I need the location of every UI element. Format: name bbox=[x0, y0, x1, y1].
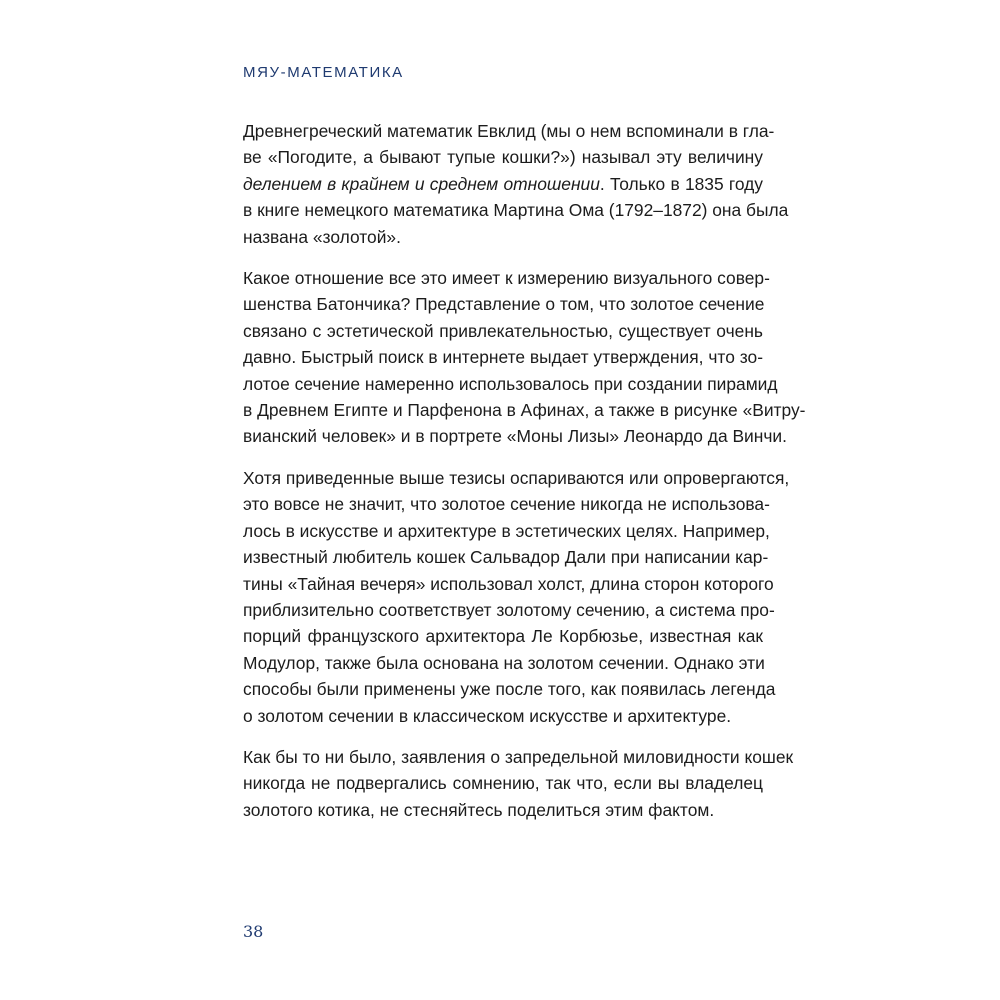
text-line: тины «Тайная вечеря» использовал холст, длина сторон которого bbox=[243, 573, 774, 594]
text-line: приблизительно соответствует золотому сечению, а система про- bbox=[243, 599, 775, 620]
text-line: золотого котика, не стесняйтесь поделиться этим фактом. bbox=[243, 799, 715, 820]
text-line: Какое отношение все это имеет к измерению визуального совер- bbox=[243, 268, 770, 289]
text-line: порций французского архитектора Ле Корбюзье, известная как bbox=[243, 626, 763, 647]
text-line: ве «Погодите, а бывают тупые кошки?») называл эту величину bbox=[243, 147, 763, 168]
text-line: названа «золотой». bbox=[243, 226, 401, 247]
text-line bbox=[243, 171, 763, 197]
paragraph-1 bbox=[243, 118, 789, 250]
paragraph-3 bbox=[243, 465, 790, 729]
text-line: о золотом сечении в классическом искусстве и архитектуре. bbox=[243, 705, 732, 726]
text-line: лось в искусстве и архитектуре в эстетических целях. Например, bbox=[243, 520, 770, 541]
paragraph-2 bbox=[243, 265, 806, 450]
paragraph-4 bbox=[243, 744, 794, 823]
text-line: способы были применены уже после того, как появилась легенда bbox=[243, 679, 776, 700]
text-line: Модулор, также была основана на золотом сечении. Однако эти bbox=[243, 652, 765, 673]
text-line: в книге немецкого математика Мартина Ома (1792–1872) она была bbox=[243, 200, 789, 221]
text-line: в Древнем Египте и Парфенона в Афинах, а также в рисунке «Витру- bbox=[243, 400, 806, 421]
running-title: МЯУ-МАТЕМАТИКА bbox=[243, 64, 404, 81]
text-line: Древнегреческий математик Евклид (мы о нем вспоминали в гла- bbox=[243, 121, 775, 141]
italic-term: делением в крайнем и среднем отношении bbox=[243, 173, 600, 194]
text-span: . Только в 1835 году bbox=[599, 173, 763, 194]
text-line: никогда не подвергались сомнению, так что, если вы владелец bbox=[243, 773, 763, 794]
body-text bbox=[243, 118, 806, 838]
text-line: связано с эстетической привлекательностью, существует очень bbox=[243, 320, 763, 341]
page-number: 38 bbox=[243, 922, 264, 941]
text-line: это вовсе не значит, что золотое сечение никогда не использова- bbox=[243, 494, 770, 515]
text-line: лотое сечение намеренно использовалось при создании пирамид bbox=[243, 373, 778, 394]
text-line: шенства Батончика? Представление о том, что золотое сечение bbox=[243, 294, 765, 315]
text-line: Как бы то ни было, заявления о запредельной миловидности кошек bbox=[243, 746, 794, 767]
text-line: Хотя приведенные выше тезисы оспариваются или опровергаются, bbox=[243, 467, 790, 488]
text-line: вианский человек» и в портрете «Моны Лизы» Леонардо да Винчи. bbox=[243, 426, 787, 447]
text-line: давно. Быстрый поиск в интернете выдает утверждения, что зо- bbox=[243, 347, 763, 368]
text-line: известный любитель кошек Сальвадор Дали при написании кар- bbox=[243, 547, 769, 568]
